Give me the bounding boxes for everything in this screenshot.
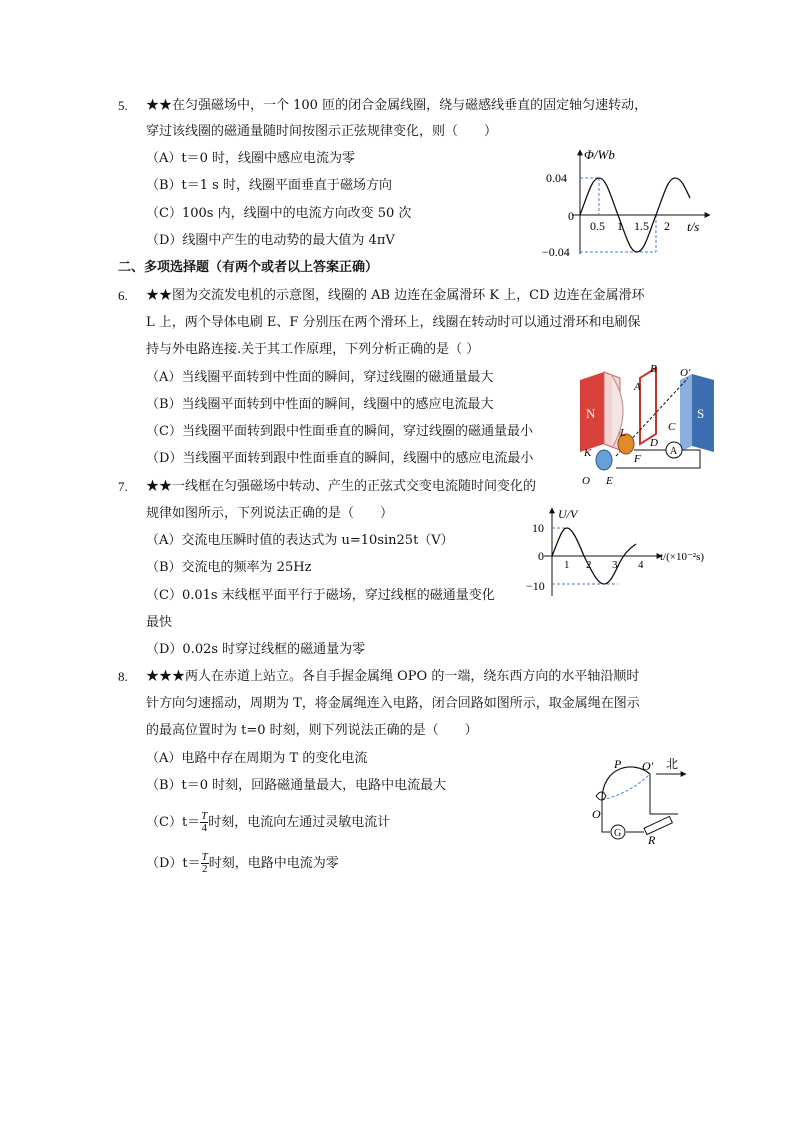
coil-loop bbox=[640, 368, 656, 444]
q8-option-d-fraction bbox=[201, 852, 209, 875]
label-o: O bbox=[592, 807, 601, 821]
q7-number: 7. bbox=[118, 479, 128, 494]
q8-stem-line3: 的最高位置时为 t=0 时刻，则下列说法正确的是（ ） bbox=[146, 723, 478, 738]
north-label: 北 bbox=[666, 757, 679, 771]
q8-stem-line1: ★★★两人在赤道上站立。各自手握金属绳 OPO 的一端，绕东西方向的水平轴沿顺时 bbox=[146, 669, 640, 684]
q8-option-a: （A）电路中存在周期为 T 的变化电流 bbox=[146, 751, 368, 766]
q7-xtick-4: 4 bbox=[638, 559, 644, 571]
label-a: A bbox=[634, 381, 641, 393]
section-2-heading: 二、多项选择题（有两个或者以上答案正确） bbox=[118, 260, 379, 275]
galvanometer-label: G bbox=[614, 828, 622, 839]
q7-xtick-2: 2 bbox=[586, 559, 592, 571]
q7-ylabel: U/V bbox=[558, 507, 578, 521]
q5-flux-graph bbox=[538, 142, 718, 264]
q5-option-d: （D）线圈中产生的电动势的最大值为 4πV bbox=[146, 233, 395, 248]
q5-xtick-1: 1 bbox=[617, 219, 623, 233]
label-r: R bbox=[648, 833, 656, 847]
q8-option-c-text: 时刻，电流向左通过灵敏电流计 bbox=[208, 815, 391, 830]
label-o-prime: O′ bbox=[642, 759, 654, 773]
q7-option-a: （A）交流电压瞬时值的表达式为 u=10sin25t（V） bbox=[146, 533, 454, 548]
q5-option-a: （A）t＝0 时，线圈中感应电流为零 bbox=[146, 151, 356, 166]
q8-option-c bbox=[146, 808, 390, 838]
q5-xlabel: t/s bbox=[687, 219, 700, 234]
q8-option-c-numerator: T bbox=[201, 810, 208, 822]
q5-stem-line1: ★★在匀强磁场中，一个 100 匝的闭合金属线圈，绕与磁感线垂直的固定轴匀速转动， bbox=[146, 98, 648, 113]
q5-ylabel: Φ/Wb bbox=[584, 147, 615, 162]
q5-ytick-zero: 0 bbox=[568, 209, 574, 223]
q7-stem-line1: ★★一线框在匀强磁场中转动、产生的正弦式交变电流随时间变化的 bbox=[146, 479, 537, 494]
q8-option-c-denominator: 4 bbox=[201, 822, 207, 834]
q5-xtick-2: 2 bbox=[664, 219, 670, 233]
q7-stem-line2: 规律如图所示，下列说法正确的是（ ） bbox=[146, 506, 394, 521]
q7-option-c-cont: 最快 bbox=[146, 615, 173, 630]
label-o-prime: O′ bbox=[680, 367, 691, 379]
q7-ytick-min: −10 bbox=[526, 579, 545, 593]
q5-option-b: （B）t＝1 s 时，线圈平面垂直于磁场方向 bbox=[146, 178, 392, 193]
q7-xtick-1: 1 bbox=[564, 559, 570, 571]
q6-stem-line2: L 上，两个导体电刷 E、F 分别压在两个滑环上，线圈在转动时可以通过滑环和电刷保 bbox=[146, 315, 641, 330]
q8-rope-figure bbox=[588, 752, 698, 848]
q5-ytick-min: −0.04 bbox=[542, 245, 570, 259]
q8-number: 8. bbox=[118, 669, 128, 684]
q8-option-c-prefix: （C）t＝ bbox=[146, 815, 201, 830]
n-label: N bbox=[586, 406, 596, 421]
rotation-axis-dashed bbox=[602, 774, 650, 800]
s-pole-face bbox=[680, 374, 692, 452]
s-label: S bbox=[697, 406, 705, 421]
q6-option-a: （A）当线圈平面转到中性面的瞬间，穿过线圈的磁通量最大 bbox=[146, 370, 494, 385]
slip-ring-k bbox=[596, 450, 612, 470]
q7-ytick-max: 10 bbox=[532, 521, 544, 535]
label-c: C bbox=[668, 421, 676, 433]
q6-option-d: （D）当线圈平面转到跟中性面垂直的瞬间，线圈中的感应电流最小 bbox=[146, 451, 534, 466]
label-e: E bbox=[606, 475, 613, 487]
q7-ytick-zero: 0 bbox=[538, 549, 544, 563]
q8-option-d-text: 时刻，电路中电流为零 bbox=[208, 856, 339, 871]
q5-ytick-max: 0.04 bbox=[546, 171, 567, 185]
q7-voltage-graph bbox=[514, 504, 714, 600]
q6-generator-figure bbox=[576, 360, 716, 490]
q6-option-c: （C）当线圈平面转到跟中性面垂直的瞬间，穿过线圈的磁通量最小 bbox=[146, 424, 533, 439]
q8-option-d bbox=[146, 849, 339, 879]
resistor bbox=[644, 816, 672, 834]
q8-option-b: （B）t＝0 时刻，回路磁通量最大，电路中电流最大 bbox=[146, 778, 447, 793]
label-k: K bbox=[584, 447, 592, 459]
q6-number: 6. bbox=[118, 288, 128, 303]
q7-option-b: （B）交流电的频率为 25Hz bbox=[146, 560, 312, 575]
q8-stem-line2: 针方向匀速摇动，周期为 T，将金属绳连入电路，闭合回路如图所示，取金属绳在图示 bbox=[146, 696, 640, 711]
label-f: F bbox=[634, 453, 641, 465]
q7-xlabel: t/(×10⁻²s) bbox=[660, 551, 705, 563]
q8-option-d-numerator: T bbox=[201, 851, 208, 863]
q6-stem-line1: ★★图为交流发电机的示意图，线圈的 AB 边连在金属滑环 K 上，CD 边连在金属滑环 bbox=[146, 288, 645, 303]
q7-option-c: （C）0.01s 末线框平面平行于磁场，穿过线框的磁通量变化 bbox=[146, 588, 495, 603]
q8-option-d-denominator: 2 bbox=[201, 863, 208, 875]
q5-xtick-0.5: 0.5 bbox=[590, 219, 605, 233]
ammeter-label: A bbox=[670, 446, 678, 457]
q5-number: 5. bbox=[118, 98, 128, 113]
q7-option-d: （D）0.02s 时穿过线框的磁通量为零 bbox=[146, 642, 366, 657]
left-hand bbox=[596, 792, 606, 800]
q5-xtick-1.5: 1.5 bbox=[634, 219, 649, 233]
label-b: B bbox=[650, 363, 657, 375]
q7-xtick-3: 3 bbox=[612, 559, 618, 571]
label-o: O bbox=[582, 475, 590, 487]
label-p: P bbox=[614, 757, 622, 771]
q5-option-c: （C）100s 内，线圈中的电流方向改变 50 次 bbox=[146, 206, 412, 221]
q6-stem-line3: 持与外电路连接.关于其工作原理，下列分析正确的是（ ） bbox=[146, 342, 480, 357]
q6-option-b: （B）当线圈平面转到中性面的瞬间，线圈中的感应电流最大 bbox=[146, 397, 494, 412]
label-l: L bbox=[620, 427, 627, 439]
label-d: D bbox=[650, 437, 658, 449]
q5-stem-line2: 穿过该线圈的磁通量随时间按图示正弦规律变化，则（ ） bbox=[146, 124, 498, 139]
q8-option-d-prefix: （D）t＝ bbox=[146, 856, 201, 871]
